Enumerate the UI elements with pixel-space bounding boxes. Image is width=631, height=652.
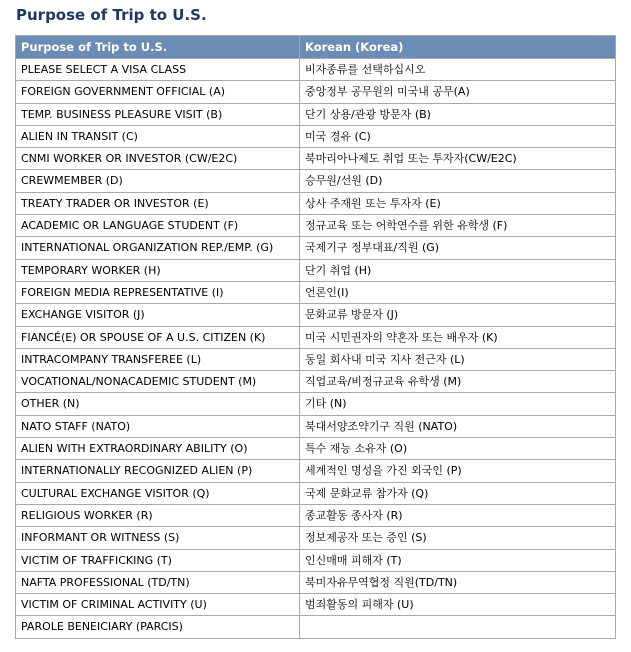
purpose-table bbox=[15, 35, 616, 639]
table-row bbox=[16, 170, 616, 192]
cell-korean: 미국 시민권자의 약혼자 또는 배우자 (K) bbox=[300, 326, 616, 348]
table-row bbox=[16, 393, 616, 415]
cell-purpose: PLEASE SELECT A VISA CLASS bbox=[16, 59, 300, 81]
cell-korean: 정규교육 또는 어학연수를 위한 유학생 (F) bbox=[300, 215, 616, 237]
table-row bbox=[16, 571, 616, 593]
table-row bbox=[16, 59, 616, 81]
cell-purpose: OTHER (N) bbox=[16, 393, 300, 415]
cell-korean: 북마리아나제도 취업 또는 투자자(CW/E2C) bbox=[300, 148, 616, 170]
table-row bbox=[16, 81, 616, 103]
page-title: Purpose of Trip to U.S. bbox=[16, 6, 207, 24]
cell-korean: 국제 문화교류 참가자 (Q) bbox=[300, 482, 616, 504]
cell-purpose: ALIEN IN TRANSIT (C) bbox=[16, 125, 300, 147]
cell-korean: 인신매매 피해자 (T) bbox=[300, 549, 616, 571]
column-header-purpose: Purpose of Trip to U.S. bbox=[16, 36, 300, 59]
table-row bbox=[16, 148, 616, 170]
cell-korean: 특수 재능 소유자 (O) bbox=[300, 438, 616, 460]
cell-purpose: INTERNATIONALLY RECOGNIZED ALIEN (P) bbox=[16, 460, 300, 482]
cell-korean: 비자종류를 선택하십시오 bbox=[300, 59, 616, 81]
cell-purpose: EXCHANGE VISITOR (J) bbox=[16, 304, 300, 326]
cell-korean: 단기 상용/관광 방문자 (B) bbox=[300, 103, 616, 125]
cell-purpose: FOREIGN GOVERNMENT OFFICIAL (A) bbox=[16, 81, 300, 103]
cell-purpose: INFORMANT OR WITNESS (S) bbox=[16, 527, 300, 549]
table-row bbox=[16, 438, 616, 460]
cell-purpose: RELIGIOUS WORKER (R) bbox=[16, 504, 300, 526]
cell-purpose: TEMP. BUSINESS PLEASURE VISIT (B) bbox=[16, 103, 300, 125]
table-row bbox=[16, 482, 616, 504]
table-row bbox=[16, 549, 616, 571]
cell-korean: 단기 취업 (H) bbox=[300, 259, 616, 281]
cell-purpose: INTRACOMPANY TRANSFEREE (L) bbox=[16, 348, 300, 370]
table-row bbox=[16, 527, 616, 549]
table-row bbox=[16, 460, 616, 482]
table-row bbox=[16, 281, 616, 303]
table-body bbox=[16, 59, 616, 639]
table-row bbox=[16, 594, 616, 616]
cell-purpose: CNMI WORKER OR INVESTOR (CW/E2C) bbox=[16, 148, 300, 170]
table-header-row bbox=[16, 36, 616, 59]
cell-korean: 북대서양조약기구 직원 (NATO) bbox=[300, 415, 616, 437]
cell-korean: 미국 경유 (C) bbox=[300, 125, 616, 147]
table-row bbox=[16, 348, 616, 370]
cell-purpose: ALIEN WITH EXTRAORDINARY ABILITY (O) bbox=[16, 438, 300, 460]
cell-purpose: NAFTA PROFESSIONAL (TD/TN) bbox=[16, 571, 300, 593]
column-header-korean: Korean (Korea) bbox=[300, 36, 616, 59]
purpose-table-container bbox=[15, 35, 615, 639]
cell-korean: 종교활동 종사자 (R) bbox=[300, 504, 616, 526]
cell-korean bbox=[300, 616, 616, 638]
table-row bbox=[16, 616, 616, 638]
cell-korean: 문화교류 방문자 (J) bbox=[300, 304, 616, 326]
cell-korean: 범죄활동의 피해자 (U) bbox=[300, 594, 616, 616]
table-row bbox=[16, 103, 616, 125]
table-row bbox=[16, 259, 616, 281]
cell-purpose: VICTIM OF TRAFFICKING (T) bbox=[16, 549, 300, 571]
cell-korean: 국제기구 정부대표/직원 (G) bbox=[300, 237, 616, 259]
cell-korean: 승무원/선원 (D) bbox=[300, 170, 616, 192]
cell-korean: 정보제공자 또는 증인 (S) bbox=[300, 527, 616, 549]
cell-purpose: VOCATIONAL/NONACADEMIC STUDENT (M) bbox=[16, 371, 300, 393]
cell-purpose: FIANCÉ(E) OR SPOUSE OF A U.S. CITIZEN (K) bbox=[16, 326, 300, 348]
cell-purpose: FOREIGN MEDIA REPRESENTATIVE (I) bbox=[16, 281, 300, 303]
cell-korean: 중앙정부 공무원의 미국내 공무(A) bbox=[300, 81, 616, 103]
table-row bbox=[16, 304, 616, 326]
cell-purpose: NATO STAFF (NATO) bbox=[16, 415, 300, 437]
table-row bbox=[16, 415, 616, 437]
table-row bbox=[16, 504, 616, 526]
table-row bbox=[16, 125, 616, 147]
cell-purpose: CREWMEMBER (D) bbox=[16, 170, 300, 192]
cell-korean: 북미자유무역협정 직원(TD/TN) bbox=[300, 571, 616, 593]
cell-korean: 기타 (N) bbox=[300, 393, 616, 415]
table-row bbox=[16, 326, 616, 348]
cell-korean: 직업교육/비정규교육 유학생 (M) bbox=[300, 371, 616, 393]
cell-purpose: PAROLE BENEICIARY (PARCIS) bbox=[16, 616, 300, 638]
cell-korean: 상사 주재원 또는 투자자 (E) bbox=[300, 192, 616, 214]
cell-korean: 세계적인 명성을 가진 외국인 (P) bbox=[300, 460, 616, 482]
cell-korean: 동일 회사내 미국 지사 전근자 (L) bbox=[300, 348, 616, 370]
cell-purpose: TREATY TRADER OR INVESTOR (E) bbox=[16, 192, 300, 214]
table-row bbox=[16, 192, 616, 214]
cell-purpose: ACADEMIC OR LANGUAGE STUDENT (F) bbox=[16, 215, 300, 237]
cell-purpose: TEMPORARY WORKER (H) bbox=[16, 259, 300, 281]
cell-purpose: VICTIM OF CRIMINAL ACTIVITY (U) bbox=[16, 594, 300, 616]
table-row bbox=[16, 371, 616, 393]
cell-purpose: INTERNATIONAL ORGANIZATION REP./EMP. (G) bbox=[16, 237, 300, 259]
cell-korean: 언론인(I) bbox=[300, 281, 616, 303]
table-row bbox=[16, 215, 616, 237]
cell-purpose: CULTURAL EXCHANGE VISITOR (Q) bbox=[16, 482, 300, 504]
table-row bbox=[16, 237, 616, 259]
